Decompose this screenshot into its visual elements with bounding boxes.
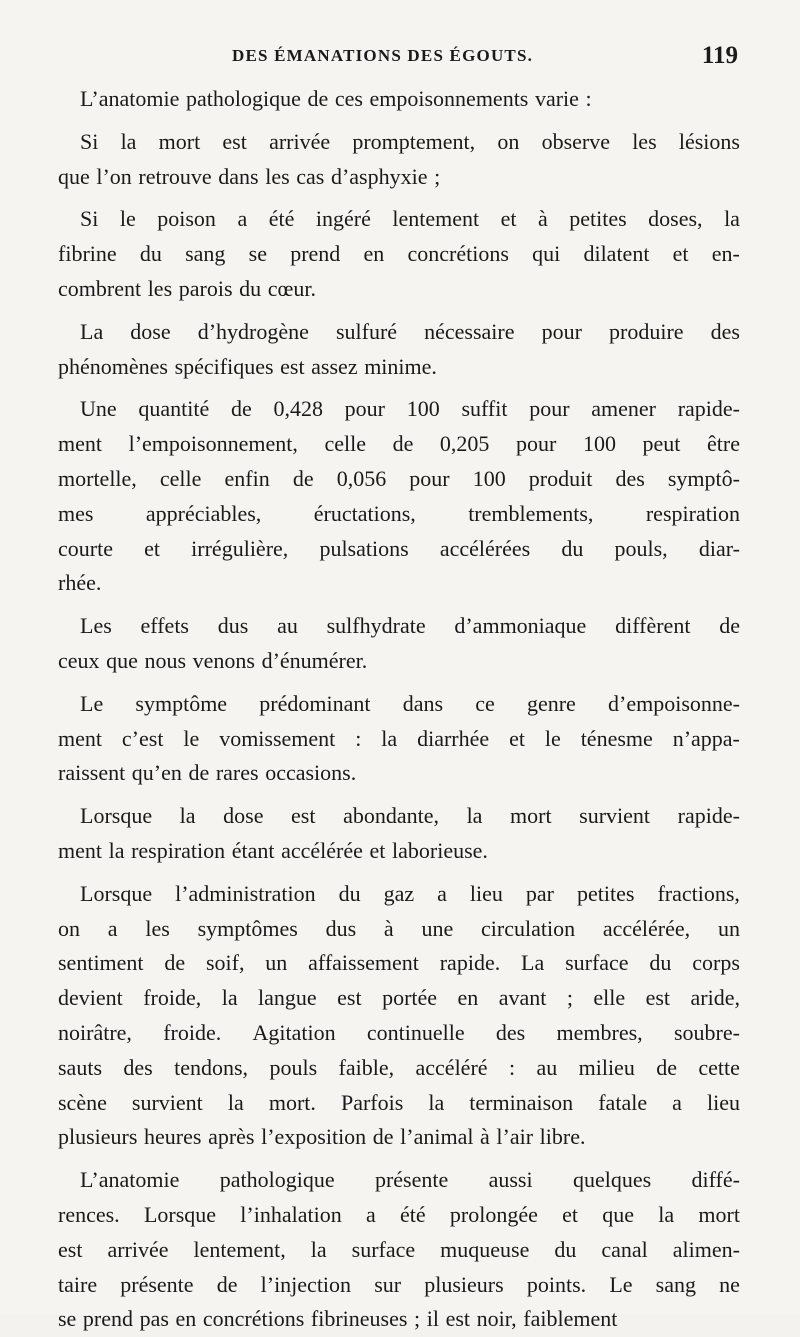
paragraph-gap — [58, 117, 740, 125]
text-line: phénomènes spécifiques est assez minime. — [58, 353, 437, 379]
text-line: Lorsque la dose est abondante, la mort survient rapide- — [80, 803, 740, 829]
text-line: mortelle, celle enfin de 0,056 pour 100 produit des symptô- — [58, 465, 740, 491]
paragraph-gap — [58, 791, 740, 799]
text-line: L’anatomie pathologique présente aussi quelques diffé- — [80, 1167, 740, 1193]
text-line: plusieurs heures après l’exposition de l’animal à l’air libre. — [58, 1124, 586, 1150]
text-line: noirâtre, froide. Agitation continuelle des membres, soubre- — [58, 1019, 740, 1045]
text-line: Si le poison a été ingéré lentement et à petites doses, la — [80, 206, 740, 232]
text-line: rences. Lorsque l’inhalation a été prolongée et que la mort — [58, 1201, 740, 1227]
paragraph — [58, 82, 740, 117]
text-line: sauts des tendons, pouls faible, accéléré : au milieu de cette — [58, 1054, 740, 1080]
paragraph — [58, 687, 740, 791]
text-line: Une quantité de 0,428 pour 100 suffit pour amener rapide- — [80, 396, 740, 422]
text-line: mes appréciables, éructations, tremblements, respiration — [58, 500, 740, 526]
text-line: Lorsque l’administration du gaz a lieu par petites fractions, — [80, 880, 740, 906]
paragraph-gap — [58, 307, 740, 315]
paragraph — [58, 125, 740, 195]
text-line: scène survient la mort. Parfois la terminaison fatale a lieu — [58, 1089, 740, 1115]
text-line: est arrivée lentement, la surface muqueuse du canal alimen- — [58, 1236, 740, 1262]
paragraph — [58, 202, 740, 306]
paragraph — [58, 609, 740, 679]
text-line: on a les symptômes dus à une circulation accélérée, un — [58, 915, 740, 941]
paragraph-gap — [58, 1155, 740, 1163]
paragraph — [58, 877, 740, 1155]
paragraph-gap — [58, 601, 740, 609]
page-header — [60, 42, 738, 76]
text-line: fibrine du sang se prend en concrétions qui dilatent et en- — [58, 241, 740, 267]
text-line: ceux que nous venons d’énumérer. — [58, 647, 368, 673]
text-line: ment la respiration étant accélérée et laborieuse. — [58, 837, 488, 863]
page-number: 119 — [701, 42, 738, 69]
text-line: taire présente de l’injection sur plusieurs points. Le sang ne — [58, 1271, 740, 1297]
paragraph — [58, 799, 740, 869]
text-line: La dose d’hydrogène sulfuré nécessaire pour produire des — [80, 318, 740, 344]
text-line: courte et irrégulière, pulsations accélérées du pouls, diar- — [58, 535, 740, 561]
text-line: sentiment de soif, un affaissement rapide. La surface du corps — [58, 950, 740, 976]
running-title: DES ÉMANATIONS DES ÉGOUTS. — [232, 46, 534, 65]
text-line: que l’on retrouve dans les cas d’asphyxie ; — [58, 163, 441, 189]
text-line: ment l’empoisonnement, celle de 0,205 pour 100 peut être — [58, 431, 740, 457]
text-line: raissent qu’en de rares occasions. — [58, 760, 357, 786]
paragraph-gap — [58, 869, 740, 877]
text-line: devient froide, la langue est portée en avant ; elle est aride, — [58, 985, 740, 1011]
paragraph-gap — [58, 194, 740, 202]
text-line: Si la mort est arrivée promptement, on observe les lésions — [80, 128, 740, 154]
text-line: rhée. — [58, 570, 102, 596]
paragraph-gap — [58, 679, 740, 687]
body-text — [58, 82, 740, 1337]
paragraph-gap — [58, 384, 740, 392]
text-line: Le symptôme prédominant dans ce genre d’empoisonne- — [80, 690, 740, 716]
text-line: Les effets dus au sulfhydrate d’ammoniaque diffèrent de — [80, 613, 740, 639]
paragraph — [58, 1163, 740, 1337]
text-line: L’anatomie pathologique de ces empoisonnements varie : — [80, 86, 592, 111]
text-line: combrent les parois du cœur. — [58, 275, 316, 301]
paragraph — [58, 392, 740, 601]
text-line: se prend pas en concrétions fibrineuses ; il est noir, faiblement — [58, 1306, 618, 1332]
paragraph — [58, 315, 740, 385]
text-line: ment c’est le vomissement : la diarrhée et le ténesme n’appa- — [58, 725, 740, 751]
